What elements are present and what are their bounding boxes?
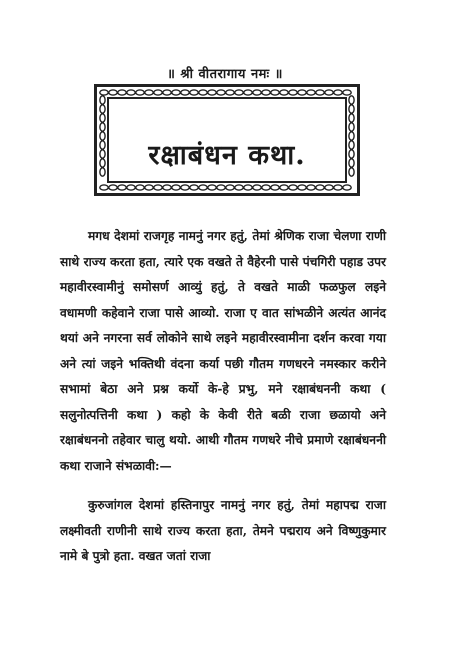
inner-border bbox=[107, 97, 347, 183]
chain-link bbox=[100, 96, 105, 104]
chain-link bbox=[109, 90, 117, 95]
chain-link bbox=[349, 168, 354, 176]
chain-link bbox=[235, 185, 243, 190]
chain-link bbox=[208, 185, 216, 190]
chain-link bbox=[100, 159, 105, 167]
chain-link bbox=[100, 168, 105, 176]
story-text bbox=[60, 224, 386, 570]
chain-link bbox=[127, 185, 135, 190]
chain-link bbox=[100, 123, 105, 131]
chain-link bbox=[118, 90, 126, 95]
chain-link bbox=[343, 90, 351, 95]
chain-link bbox=[298, 90, 306, 95]
chain-link bbox=[217, 185, 225, 190]
chain-link bbox=[127, 90, 135, 95]
chain-link bbox=[349, 159, 354, 167]
chain-link bbox=[349, 114, 354, 122]
chain-link bbox=[100, 105, 105, 113]
chain-link bbox=[226, 90, 234, 95]
chain-link bbox=[199, 185, 207, 190]
chain-link bbox=[316, 90, 324, 95]
chain-link bbox=[262, 185, 270, 190]
chain-link bbox=[307, 185, 315, 190]
chain-link bbox=[349, 132, 354, 140]
chain-link bbox=[334, 90, 342, 95]
invocation-heading: ॥ श्री वीतरागाय नमः ॥ bbox=[167, 67, 283, 82]
chain-link bbox=[325, 90, 333, 95]
chain-link bbox=[349, 141, 354, 149]
chain-link bbox=[100, 114, 105, 122]
chain-link bbox=[136, 90, 144, 95]
chain-link bbox=[316, 185, 324, 190]
chain-link bbox=[163, 90, 171, 95]
chain-link bbox=[181, 90, 189, 95]
chain-link bbox=[349, 96, 354, 104]
chain-link bbox=[145, 90, 153, 95]
chain-link bbox=[136, 185, 144, 190]
title-border-frame bbox=[94, 84, 360, 196]
chain-link bbox=[100, 132, 105, 140]
chain-link bbox=[343, 185, 351, 190]
chain-link bbox=[100, 185, 108, 190]
chain-link bbox=[334, 185, 342, 190]
chain-link bbox=[118, 185, 126, 190]
chain-link bbox=[235, 90, 243, 95]
chain-link bbox=[244, 185, 252, 190]
chain-link bbox=[190, 185, 198, 190]
chain-link bbox=[349, 123, 354, 131]
page-title: रक्षाबंधन कथा. bbox=[148, 140, 306, 171]
chain-link bbox=[271, 90, 279, 95]
chain-link bbox=[145, 185, 153, 190]
chain-link bbox=[199, 90, 207, 95]
chain-link bbox=[280, 90, 288, 95]
chain-link bbox=[307, 90, 315, 95]
chain-link bbox=[154, 185, 162, 190]
chain-link bbox=[181, 185, 189, 190]
chain-link bbox=[280, 185, 288, 190]
chain-link bbox=[289, 185, 297, 190]
chain-link bbox=[298, 185, 306, 190]
chain-link bbox=[349, 150, 354, 158]
chain-link bbox=[100, 141, 105, 149]
chain-link bbox=[100, 150, 105, 158]
paragraph-1: मगध देशमां राजगृह नामनुं नगर हतुं, तेमां श्रेणिक राजा चेलणा राणी साथे राज्य करता हता, त्यारे एक वखते ते वैहेरनी पासे पंचगिरी पहाड उपर महावीरस्वामीनुं समोसर्ण आव्युं हतुं, ते वखते माळी फळफुल लइने वधामणी कहेवाने राजा पासे आव्यो. राजा ए वात सांभळीने अत्यंत आनंद थयां अने नगरना सर्व लोकोने साथे लइने महावीरस्वामीना दर्शन करवा गया अने त्यां जइने भक्तिथी वंदना कर्या पछी गौतम गणधरने नमस्कार करीने सभामां बेठा अने प्रश्न कर्यो के-हे प्रभु, मने रक्षाबंधननी कथा ( सलुनोत्पत्तिनी कथा ) कहो के केवी रीते बळी राजा छळायो अने रक्षाबंधननो तहेवार चालु थयो. आथी गौतम गणधरे नीचे प्रमाणे रक्षाबंधननी कथा राजाने संभळावी:— bbox=[60, 229, 386, 473]
chain-link bbox=[253, 185, 261, 190]
chain-link bbox=[289, 90, 297, 95]
chain-link bbox=[253, 90, 261, 95]
chain-link bbox=[262, 90, 270, 95]
chain-link bbox=[208, 90, 216, 95]
chain-link bbox=[172, 90, 180, 95]
paragraph-2: कुरुजांगल देशमां हस्तिनापुर नामनुं नगर हतुं, तेमां महापद्म राजा लक्ष्मीवती राणीनी साथे राज्य करता हता, तेमने पद्मराय अने विष्णुकुमार नामे बे पुत्रो हता. वखत जतां राजा bbox=[60, 498, 386, 563]
chain-link bbox=[172, 185, 180, 190]
chain-link bbox=[154, 90, 162, 95]
chain-link bbox=[217, 90, 225, 95]
chain-link bbox=[271, 185, 279, 190]
chain-link bbox=[100, 90, 108, 95]
chain-link bbox=[244, 90, 252, 95]
chain-link bbox=[226, 185, 234, 190]
chain-link bbox=[109, 185, 117, 190]
chain-link bbox=[349, 105, 354, 113]
chain-link bbox=[190, 90, 198, 95]
chain-link bbox=[163, 185, 171, 190]
chain-link bbox=[325, 185, 333, 190]
